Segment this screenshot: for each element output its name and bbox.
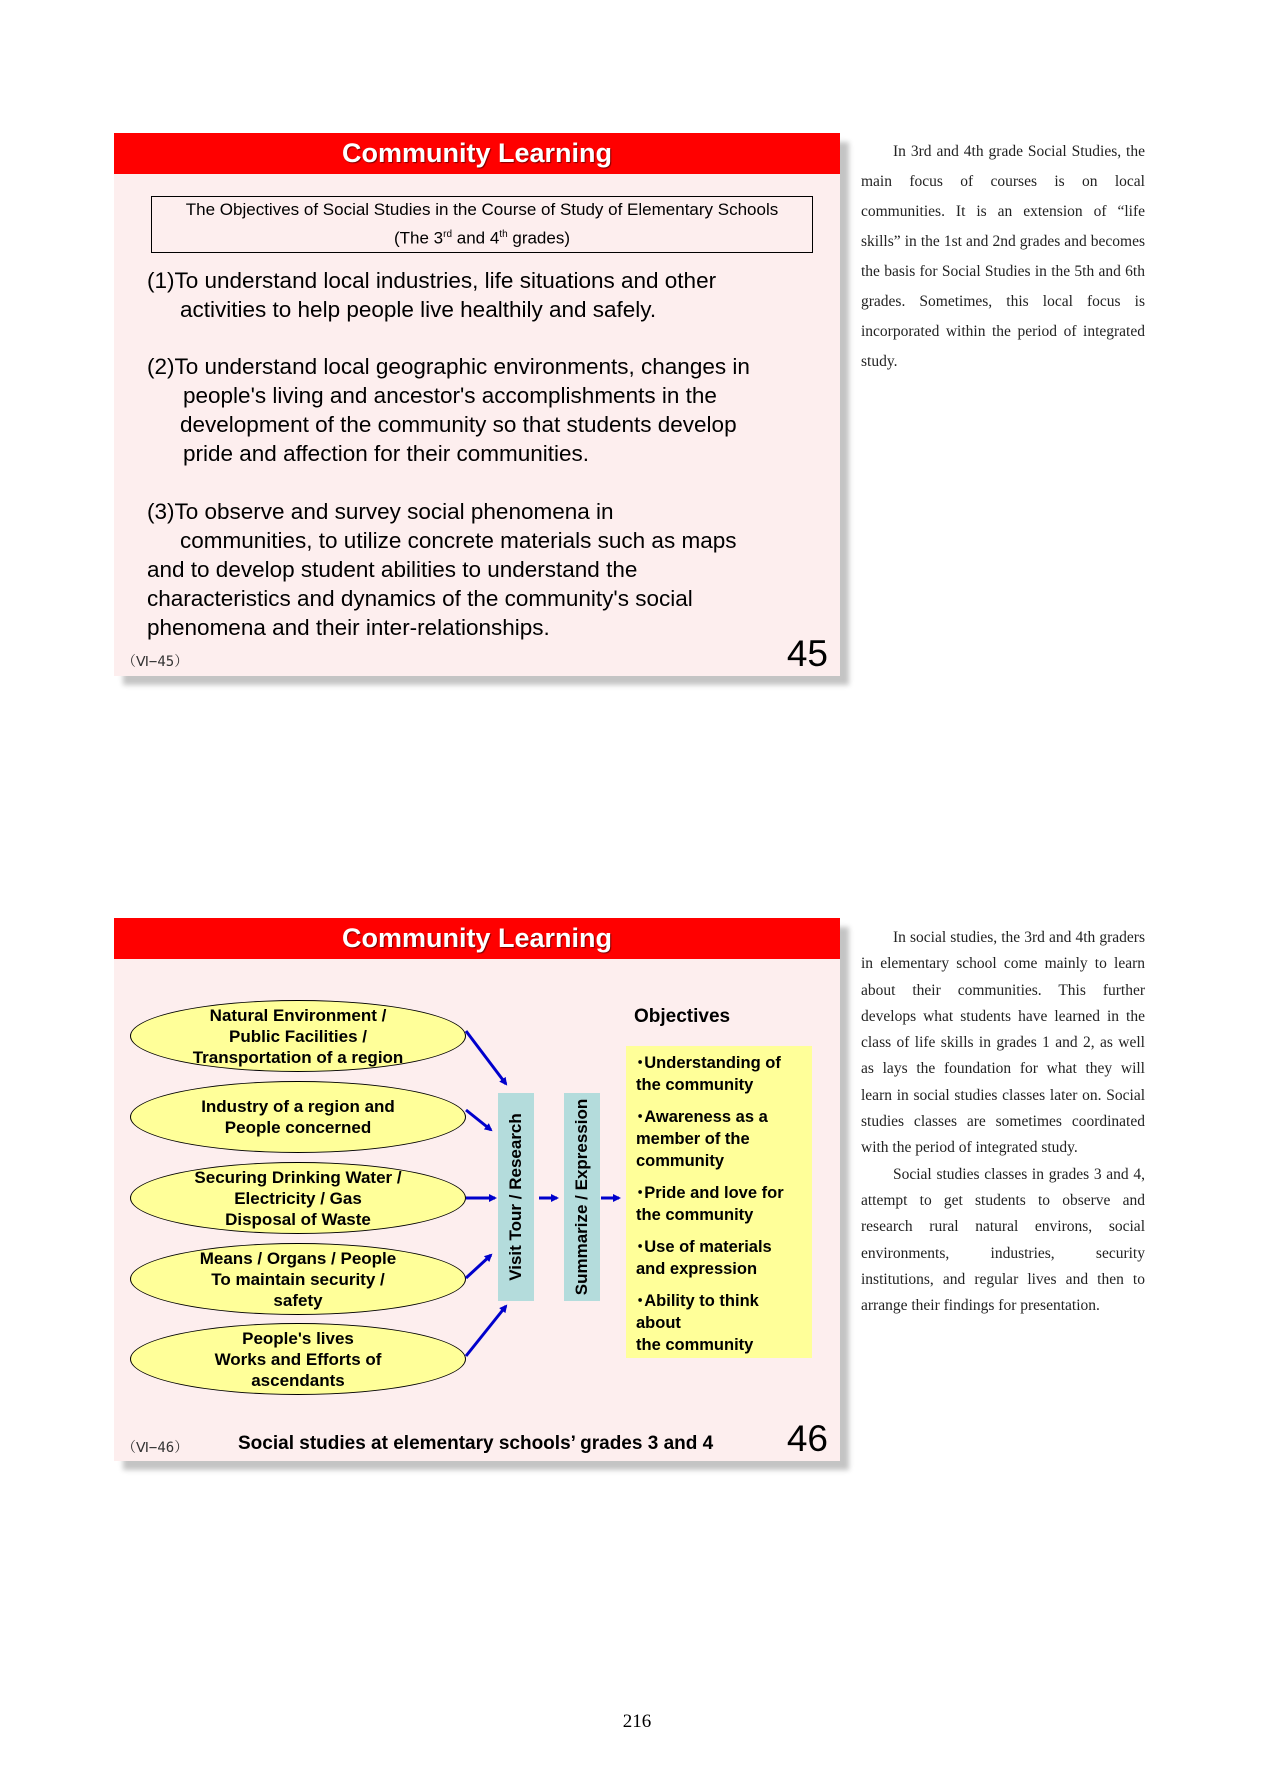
- topic-line: Transportation of a region: [192, 1047, 404, 1067]
- topic-line: To maintain security /: [211, 1269, 385, 1289]
- topic-line: Works and Efforts of: [214, 1349, 382, 1369]
- item-line: (2)To understand local geographic environments, changes in: [147, 354, 750, 379]
- objective-line: ･Use of materials: [636, 1238, 772, 1256]
- commentary-paragraph: In 3rd and 4th grade Social Studies, the main focus of courses is on local communities. It is an extension of “life skills” in the 1st and 2nd grades and becomes the basis for Social Studies in the 5th and 6th grades. Sometimes, this local focus is incorporated within the period of integrated study.: [861, 143, 1145, 370]
- item-line: and to develop student abilities to understand the: [147, 557, 638, 582]
- item-line: development of the community so that students develop: [180, 412, 737, 437]
- topic-line: safety: [273, 1290, 323, 1310]
- arrow-2: [466, 1110, 491, 1130]
- objective-5: [636, 1290, 808, 1356]
- objective-line: and expression: [636, 1260, 758, 1278]
- objectives-heading-line2: [152, 222, 812, 251]
- objective-3: [636, 1182, 808, 1226]
- objective-2: [636, 1106, 808, 1172]
- topic-line: Securing Drinking Water /: [194, 1167, 402, 1187]
- commentary-45: [861, 137, 1145, 377]
- grade-text-post: grades): [507, 228, 571, 248]
- item-line: people's living and ancestor's accomplishments in the: [183, 383, 717, 408]
- objective-4: [636, 1236, 808, 1280]
- item-line: communities, to utilize concrete materials such as maps: [180, 528, 737, 553]
- item-line: (3)To observe and survey social phenomena in: [147, 499, 614, 524]
- commentary-46: [861, 925, 1145, 1319]
- item-line: phenomena and their inter-relationships.: [147, 615, 550, 640]
- slide-footer: Social studies at elementary schools’ grades 3 and 4: [238, 1433, 714, 1454]
- topic-line: Disposal of Waste: [225, 1209, 371, 1229]
- objective-item-1: [147, 266, 716, 324]
- item-line: activities to help people live healthily and safely.: [180, 297, 657, 322]
- objective-1: [636, 1052, 808, 1096]
- objectives-heading-line1: The Objectives of Social Studies in the Course of Study of Elementary Schools: [185, 200, 779, 219]
- arrow-1: [466, 1031, 506, 1084]
- commentary-paragraph-1: In social studies, the 3rd and 4th graders in elementary school come mainly to learn about their communities. This further develops what students have learned in the class of life skills in grades 1 and 2, as well as lays the foundation for what they will learn in social studies classes later on. Social studies classes are sometimes coordinated with the period of integrated study.: [861, 929, 1145, 1157]
- arrow-5: [466, 1306, 506, 1356]
- slide-45: [114, 133, 840, 676]
- ordinal-rd: rd: [443, 229, 453, 240]
- objectives-panel: [626, 1046, 812, 1358]
- objective-line: the community: [636, 1336, 754, 1354]
- slide-number: 46: [786, 1418, 828, 1459]
- objectives-title: Objectives: [634, 1006, 731, 1027]
- slide-title: Community Learning: [114, 918, 840, 959]
- commentary-paragraph-2: Social studies classes in grades 3 and 4, attempt to get students to observe and research rural natural environs, social environments, industries, security institutions, and regular lives and then to arrange their findings for presentation.: [861, 1165, 1145, 1315]
- arrow-4: [466, 1255, 491, 1278]
- objective-line: member of the: [636, 1130, 750, 1148]
- item-line: (1)To understand local industries, life situations and other: [147, 268, 717, 293]
- objective-line: ･Ability to think about: [636, 1292, 759, 1332]
- topic-line: Public Facilities /: [229, 1026, 367, 1046]
- objectives-heading-box: [151, 196, 813, 253]
- objective-item-3: [147, 497, 736, 642]
- ordinal-th: th: [499, 229, 508, 240]
- objective-line: ･Pride and love for: [636, 1184, 784, 1202]
- topic-line: Industry of a region and: [201, 1097, 395, 1116]
- objective-line: ･Awareness as a: [636, 1108, 768, 1126]
- slide-code: （Ⅵ−46）: [122, 1440, 189, 1456]
- topic-line: ascendants: [251, 1370, 345, 1390]
- topic-line: People's lives: [242, 1328, 354, 1348]
- objective-item-2: [147, 352, 750, 468]
- objective-line: the community: [636, 1076, 754, 1094]
- step-label: Visit Tour / Research: [506, 1113, 525, 1281]
- slide-title: Community Learning: [114, 133, 840, 174]
- topic-line: Electricity / Gas: [234, 1188, 362, 1208]
- page-number: 216: [622, 1711, 652, 1732]
- grade-text-mid: and 4: [452, 228, 500, 248]
- slide-code: （Ⅵ−45）: [122, 654, 189, 670]
- item-line: pride and affection for their communities.: [183, 441, 590, 466]
- topic-line: Natural Environment /: [209, 1005, 387, 1025]
- slide-46: [114, 918, 840, 1461]
- objective-line: community: [636, 1152, 725, 1170]
- topic-line: People concerned: [224, 1118, 372, 1137]
- objective-line: the community: [636, 1206, 754, 1224]
- objective-line: ･Understanding of: [636, 1054, 781, 1072]
- topic-line: Means / Organs / People: [199, 1248, 397, 1268]
- step-label: Summarize / Expression: [572, 1098, 591, 1296]
- grade-text-pre: (The 3: [393, 228, 444, 248]
- slide-number: 45: [786, 633, 828, 674]
- step-visit-research: [498, 1093, 534, 1301]
- item-line: characteristics and dynamics of the community's social: [147, 586, 693, 611]
- step-summarize-expression: [564, 1093, 600, 1301]
